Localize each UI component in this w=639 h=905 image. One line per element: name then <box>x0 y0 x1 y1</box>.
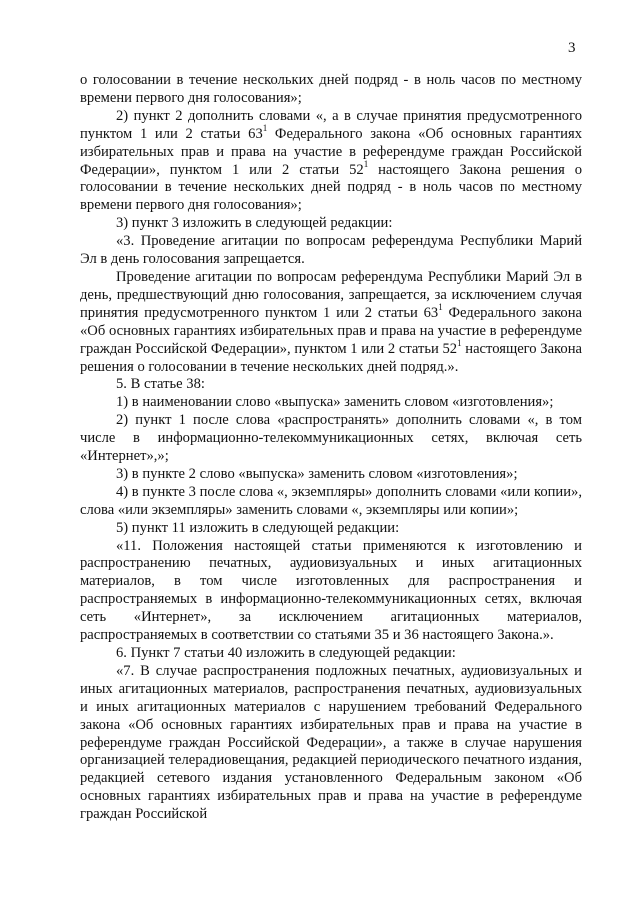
text-run: «3. Проведение агитации по вопросам референдума Республики Марий Эл в день голосования запрещается. <box>80 233 582 268</box>
paragraph <box>80 72 582 108</box>
text-run: Проведение агитации по вопросам референдума Республики Марий Эл в день, предшествующий дню голосования, запрещается, за исключением случая принятия предусмотренного пунктом 1 или 2 статьи 63 <box>80 268 582 321</box>
paragraph <box>80 269 582 376</box>
text-run: 3) в пункте 2 слово «выпуска» заменить словом «изготовления»; <box>116 465 518 482</box>
paragraph <box>80 376 582 394</box>
text-run: Федерального закона «Об основных гарантиях избирательных прав и права на участие в референдуме граждан Российской Федерации», пунктом 1 или 2 статьи 52 <box>80 125 582 178</box>
paragraph <box>80 538 582 645</box>
document-body <box>80 72 582 824</box>
text-run: 4) в пункте 3 после слова «, экземпляры» дополнить словами «или копии», слова «или экземпляры» заменить словами «, экземпляры или копии»; <box>80 483 582 518</box>
text-run: о голосовании в течение нескольких дней подряд - в ноль часов по местному времени первого дня голосования»; <box>80 72 582 106</box>
text-run: 5. В статье 38: <box>116 376 205 393</box>
paragraph <box>80 663 582 824</box>
superscript: 1 <box>457 337 462 348</box>
superscript: 1 <box>438 301 443 312</box>
superscript: 1 <box>262 122 268 133</box>
paragraph <box>80 645 582 663</box>
page-number: 3 <box>568 40 576 56</box>
superscript: 1 <box>363 158 369 169</box>
paragraph <box>80 520 582 538</box>
paragraph <box>80 412 582 466</box>
text-run: 6. Пункт 7 статьи 40 изложить в следующей редакции: <box>116 645 456 661</box>
text-run: «11. Положения настоящей статьи применяются к изготовлению и распространению печатных, аудиовизуальных и иных агитационных материалов, в том числе изготовленных для распространения и распространяемых в информационно-телекоммуникационных сетях, включая сеть «Интернет», за исключением агитационных материалов, распространяемых в соответствии со статьями 35 и 36 настоящего Закона.». <box>80 537 582 644</box>
text-run: 5) пункт 11 изложить в следующей редакции: <box>116 519 400 536</box>
text-run: Федерального закона «Об основных гарантиях избирательных прав и права на участие в референдуме граждан Российской Федерации», пунктом 1 или 2 статьи 52 <box>80 304 582 357</box>
text-run: настоящего Закона решения о голосовании в течение нескольких дней подряд - в ноль часов по местному времени первого дня голосования»; <box>80 161 583 214</box>
text-run: 3) пункт 3 изложить в следующей редакции: <box>116 215 393 232</box>
text-run: 1) в наименовании слово «выпуска» заменить словом «изготовления»; <box>116 394 554 411</box>
text-run: 2) пункт 2 дополнить словами «, а в случае принятия предусмотренного пунктом 1 или 2 статьи 63 <box>80 107 582 142</box>
paragraph <box>80 394 582 412</box>
paragraph <box>80 215 582 233</box>
text-run: настоящего Закона решения о голосовании в течение нескольких дней подряд.». <box>80 340 582 375</box>
paragraph <box>80 484 582 520</box>
paragraph <box>80 233 582 269</box>
paragraph <box>80 466 582 484</box>
text-run: 2) пункт 1 после слова «распространять» дополнить словами «, в том числе в информационно-телекоммуникационных сетях, включая сеть «Интернет»,»; <box>80 412 582 465</box>
paragraph <box>80 108 582 215</box>
text-run: «7. В случае распространения подложных печатных, аудиовизуальных и иных агитационных материалов, распространения печатных, аудиовизуальных и иных агитационных материалов с нарушением требований Федерального закона «Об основных гарантиях избирательных прав и права на участие в референдуме граждан Российской Федерации», а также в случае нарушения организацией телерадиовещания, редакцией периодического печатного издания, редакцией сетевого издания установленного Федеральным законом «Об основных гарантиях избирательных прав и права на участие в референдуме граждан Российской <box>80 662 582 823</box>
